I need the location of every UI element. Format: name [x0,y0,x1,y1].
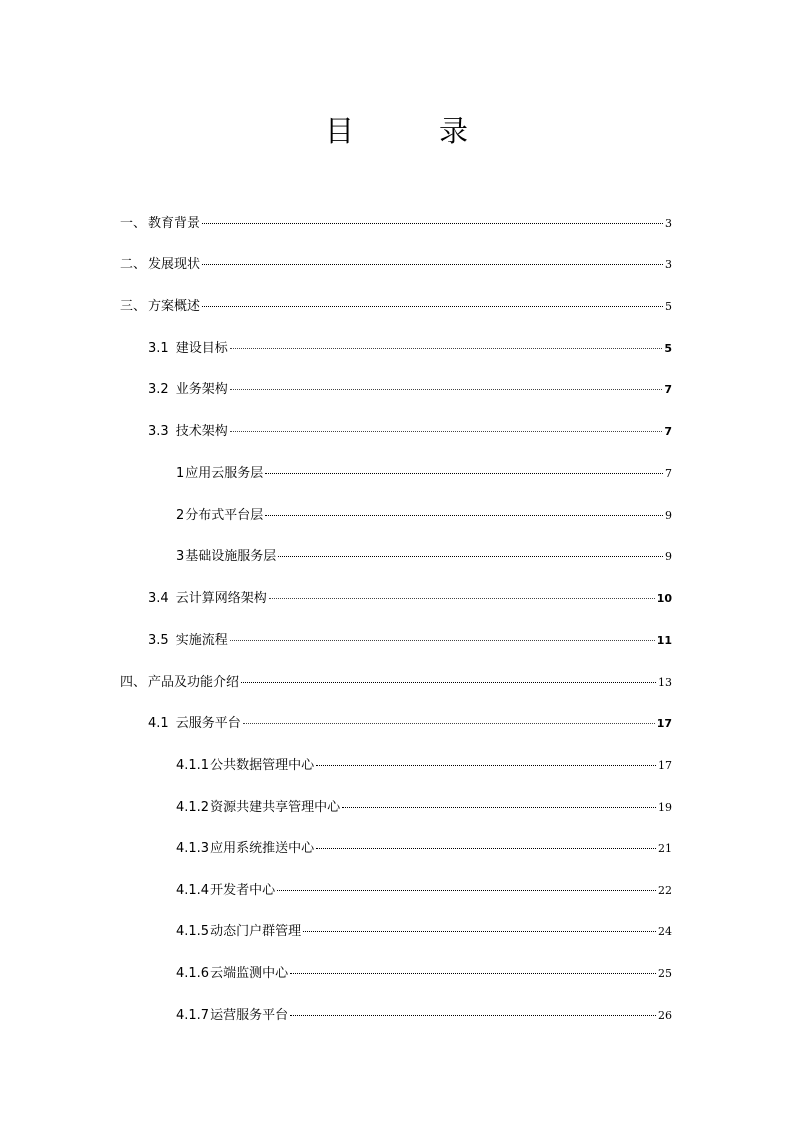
page-title: 目 录 [324,114,496,148]
toc-entry-text: 教育背景 [148,216,201,231]
toc-entry-label [176,922,301,942]
toc-entry-text: 云端监测中心 [210,966,289,981]
toc-dot-leader [342,807,656,808]
toc-entry-label [176,1006,288,1026]
toc-entry-label [176,839,314,859]
toc-entry[interactable] [176,1006,672,1026]
toc-entry-text: 运营服务平台 [210,1008,289,1023]
toc-dot-leader [277,890,656,891]
toc-entry-number: 三、 [120,299,147,314]
toc-entry-label [176,547,276,567]
toc-entry-text: 云计算网络架构 [175,591,267,606]
toc-entry[interactable] [120,673,672,693]
toc-page-number: 3 [665,258,672,271]
toc-entry-label [120,673,239,693]
toc-entry-number: 4.1.4 [176,883,210,898]
toc-dot-leader [265,473,663,474]
toc-page-number: 9 [665,509,672,522]
toc-entry-number: 3 [176,549,185,564]
toc-entry-text: 基础设施服务层 [185,549,277,564]
toc-dot-leader [230,389,663,390]
toc-entry-text: 技术架构 [175,424,228,439]
toc-entry-number: 2 [176,508,185,523]
toc-entry-label [148,714,241,734]
toc-dot-leader [265,515,663,516]
toc-page-number: 7 [664,383,672,396]
toc-entry[interactable] [120,255,672,275]
toc-entry-label [176,506,263,526]
toc-dot-leader [290,1015,656,1016]
toc-entry-text: 发展现状 [148,257,201,272]
toc-entry-number: 4.1.2 [176,800,210,815]
toc-entry-label [148,631,228,651]
toc-entry[interactable] [148,339,672,359]
toc-dot-leader [316,765,656,766]
toc-entry-text: 建设目标 [175,341,228,356]
toc-page-number: 7 [664,425,672,438]
toc-page-number: 7 [665,467,672,480]
toc-dot-leader [243,723,655,724]
toc-page-number: 9 [665,550,672,563]
toc-entry[interactable] [148,380,672,400]
toc-page-number: 10 [656,592,672,605]
toc-entry-number: 4.1.3 [176,841,210,856]
toc-entry-number: 1 [176,466,185,481]
toc-entry-text: 分布式平台层 [185,508,264,523]
toc-entry-number: 4.1.7 [176,1008,210,1023]
toc-entry[interactable] [148,422,672,442]
toc-dot-leader [278,556,663,557]
toc-entry-text: 应用系统推送中心 [210,841,315,856]
toc-entry-label [120,297,200,317]
toc-entry[interactable] [176,756,672,776]
toc-page-number: 22 [658,884,672,897]
toc-entry[interactable] [176,922,672,942]
toc-page-number: 24 [658,925,672,938]
toc-dot-leader [230,348,663,349]
toc-page-number: 5 [664,342,672,355]
toc-entry-label [148,339,228,359]
toc-entry-label [176,798,340,818]
toc-dot-leader [202,264,663,265]
toc-entry[interactable] [120,297,672,317]
toc-entry-text: 资源共建共享管理中心 [210,800,341,815]
toc-entry-number: 3.3 [148,424,169,439]
toc-dot-leader [230,640,655,641]
toc-entry-text: 应用云服务层 [185,466,264,481]
toc-entry-number: 4.1.6 [176,966,210,981]
toc-entry-label [176,756,314,776]
toc-dot-leader [202,223,663,224]
toc-entry-number: 3.2 [148,382,169,397]
toc-page-number: 11 [656,634,672,647]
toc-entry-text: 开发者中心 [210,883,276,898]
toc-entry[interactable] [120,214,672,234]
toc-entry-label [176,464,263,484]
toc-page-number: 17 [656,717,672,730]
toc-entry-text: 产品及功能介绍 [148,675,240,690]
toc-dot-leader [303,931,656,932]
toc-entry-number: 3.5 [148,633,169,648]
toc-dot-leader [290,973,656,974]
toc-entry-text: 业务架构 [175,382,228,397]
toc-dot-leader [241,682,656,683]
toc-entry[interactable] [176,464,672,484]
toc-page-number: 21 [658,842,672,855]
toc-page-number: 26 [658,1009,672,1022]
toc-entry-text: 实施流程 [175,633,228,648]
toc-page-number: 5 [665,300,672,313]
toc-entry-text: 方案概述 [148,299,201,314]
toc-dot-leader [230,431,663,432]
toc-entry-number: 3.1 [148,341,169,356]
toc-page-number: 3 [665,217,672,230]
toc-entry-number: 4.1 [148,716,169,731]
toc-entry-number: 二、 [120,257,147,272]
toc-entry-number: 3.4 [148,591,169,606]
toc-page-number: 19 [658,801,672,814]
toc-entry-label [120,214,200,234]
toc-entry[interactable] [148,714,672,734]
toc-entry[interactable] [176,964,672,984]
toc-entry-number: 一、 [120,216,147,231]
toc-entry[interactable] [176,881,672,901]
toc-entry[interactable] [176,839,672,859]
toc-entry[interactable] [176,798,672,818]
toc-entry-label [120,255,200,275]
toc-page-number: 25 [658,967,672,980]
toc-entry[interactable] [148,589,672,609]
toc-entry[interactable] [148,631,672,651]
toc-entry-text: 动态门户群管理 [210,924,302,939]
toc-entry-number: 4.1.1 [176,758,210,773]
toc-entry-number: 四、 [120,675,147,690]
toc-entry-label [176,964,288,984]
toc-entry-text: 云服务平台 [175,716,241,731]
toc-entry-label [176,881,275,901]
toc-dot-leader [269,598,655,599]
toc-entry-text: 公共数据管理中心 [210,758,315,773]
toc-entry[interactable] [176,506,672,526]
toc-entry-label [148,589,267,609]
toc-entry-label [148,422,228,442]
toc-page-number: 13 [658,676,672,689]
toc-entry-label [148,380,228,400]
toc-page-number: 17 [658,759,672,772]
toc-entry[interactable] [176,547,672,567]
toc-entry-number: 4.1.5 [176,924,210,939]
toc-dot-leader [316,848,656,849]
toc-dot-leader [202,306,663,307]
